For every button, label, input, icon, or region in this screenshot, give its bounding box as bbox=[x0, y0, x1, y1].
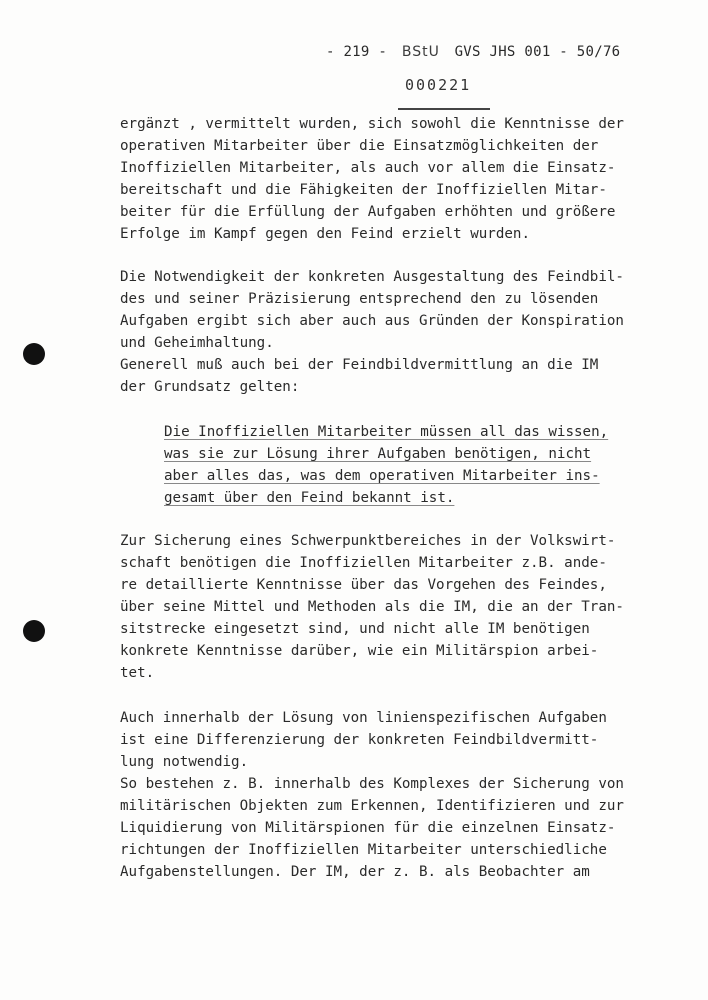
text-line: Generell muß auch bei der Feindbildvermittlung an die IM bbox=[120, 357, 599, 373]
text-line: militärischen Objekten zum Erkennen, Identifizieren und zur bbox=[120, 798, 624, 814]
punch-hole-upper bbox=[23, 343, 45, 365]
text-line: Aufgabenstellungen. Der IM, der z. B. als Beobachter am bbox=[120, 864, 590, 880]
document-reference: GVS JHS 001 - 50/76 bbox=[454, 44, 621, 60]
text-line: beiter für die Erfüllung der Aufgaben erhöhten und größere bbox=[120, 204, 616, 220]
text-line: re detaillierte Kenntnisse über das Vorgehen des Feindes, bbox=[120, 577, 607, 593]
text-line: bereitschaft und die Fähigkeiten der Inoffiziellen Mitar- bbox=[120, 182, 607, 198]
archive-stamp-number: 000221 bbox=[405, 76, 472, 94]
paragraph-4 bbox=[120, 707, 660, 883]
stamp-underline bbox=[398, 108, 490, 110]
text-line: der Grundsatz gelten: bbox=[120, 379, 300, 395]
text-line: So bestehen z. B. innerhalb des Komplexes der Sicherung von bbox=[120, 776, 624, 792]
punch-hole-lower bbox=[23, 620, 45, 642]
text-line: über seine Mittel und Methoden als die IM, die an der Tran- bbox=[120, 599, 624, 615]
text-line: Auch innerhalb der Lösung von linienspezifischen Aufgaben bbox=[120, 710, 607, 726]
text-line: Zur Sicherung eines Schwerpunktbereiches in der Volkswirt- bbox=[120, 533, 616, 549]
text-line: und Geheimhaltung. bbox=[120, 335, 274, 351]
text-line: Liquidierung von Militärspionen für die einzelnen Einsatz- bbox=[120, 820, 616, 836]
page-header bbox=[326, 44, 626, 60]
text-line: Die Notwendigkeit der konkreten Ausgestaltung des Feindbil- bbox=[120, 269, 624, 285]
text-line: ist eine Differenzierung der konkreten Feindbildvermitt- bbox=[120, 732, 599, 748]
text-line: konkrete Kenntnisse darüber, wie ein Militärspion arbei- bbox=[120, 643, 599, 659]
text-line: ergänzt , vermittelt wurden, sich sowohl die Kenntnisse der bbox=[120, 116, 624, 132]
text-line: operativen Mitarbeiter über die Einsatzmöglichkeiten der bbox=[120, 138, 599, 154]
page-number: - 219 - bbox=[326, 44, 388, 60]
text-line: des und seiner Präzisierung entsprechend den zu lösenden bbox=[120, 291, 599, 307]
paragraph-2 bbox=[120, 266, 660, 398]
text-line: richtungen der Inoffiziellen Mitarbeiter unterschiedliche bbox=[120, 842, 607, 858]
text-line: sitstrecke eingesetzt sind, und nicht alle IM benötigen bbox=[120, 621, 590, 637]
text-line: schaft benötigen die Inoffiziellen Mitarbeiter z.B. ande- bbox=[120, 555, 607, 571]
paragraph-1 bbox=[120, 113, 660, 245]
underlined-quote bbox=[164, 421, 644, 509]
text-line: Inoffiziellen Mitarbeiter, als auch vor allem die Einsatz- bbox=[120, 160, 616, 176]
quote-line: was sie zur Lösung ihrer Aufgaben benötigen, nicht bbox=[164, 446, 592, 462]
quote-line: Die Inoffiziellen Mitarbeiter müssen all das wissen, bbox=[164, 424, 609, 440]
text-line: lung notwendig. bbox=[120, 754, 249, 770]
quote-line: aber alles das, was dem operativen Mitarbeiter ins- bbox=[164, 468, 600, 484]
quote-line: gesamt über den Feind bekannt ist. bbox=[164, 490, 455, 506]
paragraph-3 bbox=[120, 530, 660, 684]
text-line: Aufgaben ergibt sich aber auch aus Gründen der Konspiration bbox=[120, 313, 624, 329]
text-line: Erfolge im Kampf gegen den Feind erzielt wurden. bbox=[120, 226, 530, 242]
bstu-stamp: BStU bbox=[401, 44, 440, 60]
text-line: tet. bbox=[120, 665, 155, 681]
